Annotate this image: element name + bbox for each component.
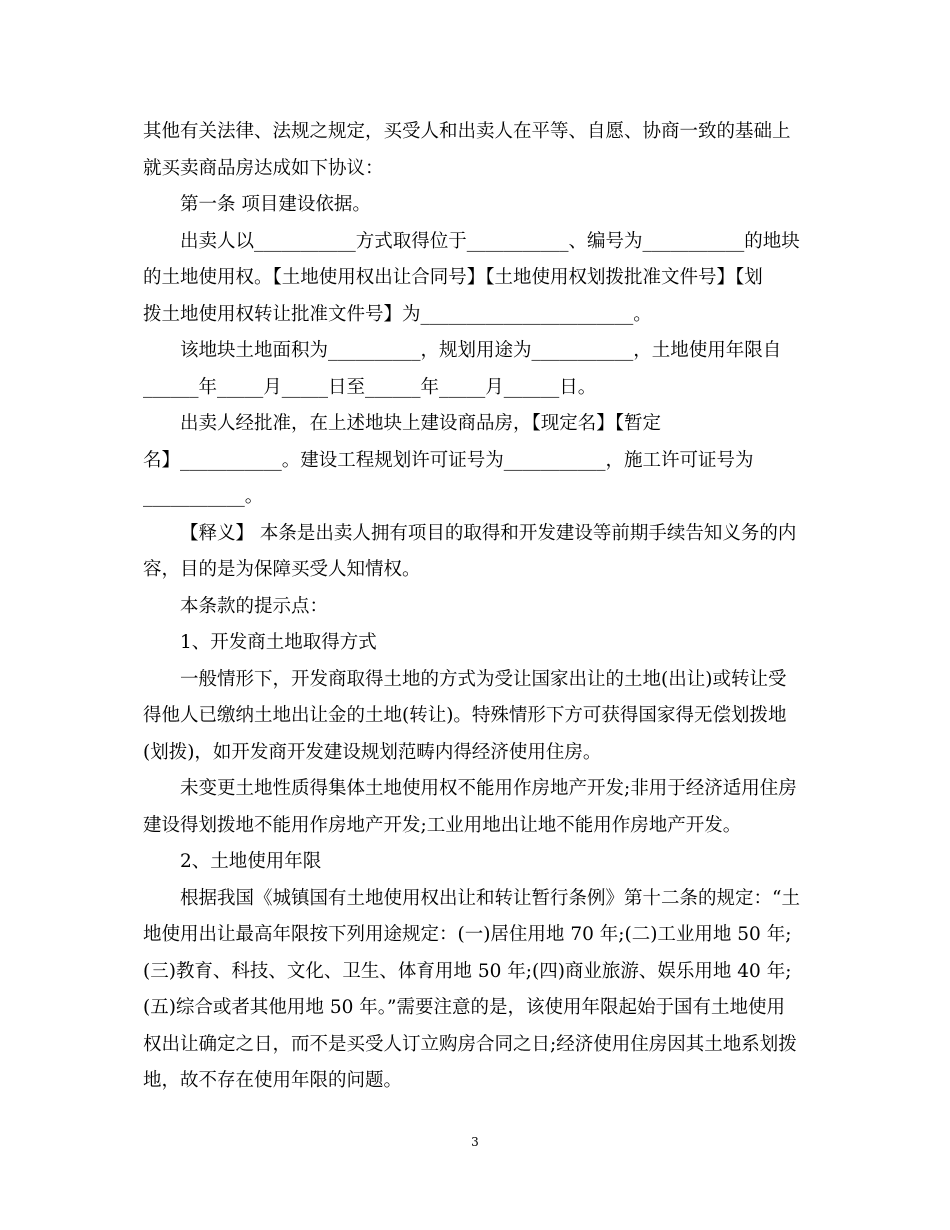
text-line: 就买卖商品房达成如下协议： [143, 157, 384, 179]
article-heading: 第一条 项目建设依据。 [180, 194, 371, 215]
text-line: 的土地使用权。【土地使用权出让合同号】【土地使用权划拨批准文件号】【划 [143, 267, 763, 288]
section-heading: 1、开发商土地取得方式 [180, 632, 377, 653]
document-body [143, 114, 809, 1100]
text-line: 未变更土地性质得集体土地使用权不能用作房地产开发;非用于经济适用住房 [180, 778, 797, 799]
text-line: 得他人已缴纳土地出让金的土地(转让)。特殊情形下方可获得国家得无偿划拨地 [143, 705, 787, 726]
text-line: 出卖人以___________方式取得位于___________、编号为___________的地块 [180, 230, 800, 252]
text-line: (五)综合或者其他用地 50 年。”需要注意的是，该使用年限起始于国有土地使用 [143, 997, 785, 1018]
page-number: 3 [471, 1135, 479, 1149]
section-heading: 本条款的提示点： [180, 595, 329, 617]
text-line: 【释义】 本条是出卖人拥有项目的取得和开发建设等前期手续告知义务的内 [180, 522, 797, 544]
text-line: (三)教育、科技、文化、卫生、体育用地 50 年;(四)商业旅游、娱乐用地 40 年; [143, 960, 792, 982]
text-line: 根据我国《城镇国有土地使用权出让和转让暂行条例》第十二条的规定：“土 [180, 887, 800, 909]
text-line: 地使用出让最高年限按下列用途规定：(一)居住用地 70 年;(二)工业用地 50 年; [143, 924, 792, 945]
text-line: 一般情形下，开发商取得土地的方式为受让国家出让的土地(出让)或转让受 [180, 668, 787, 690]
section-heading: 2、土地使用年限 [180, 851, 322, 872]
text-line: ______年_____月_____日至______年_____月______日。 [143, 376, 597, 398]
text-line: 权出让确定之日，而不是买受人订立购房合同之日;经济使用住房因其土地系划拨 [143, 1033, 797, 1055]
text-line: 地，故不存在使用年限的问题。 [143, 1070, 403, 1091]
text-line: (划拨)，如开发商开发建设规划范畴内得经济使用住房。 [143, 741, 602, 763]
text-line: 拨土地使用权转让批准文件号】为_______________________。 [143, 303, 652, 325]
text-line: ___________。 [143, 486, 264, 507]
text-line: 出卖人经批准，在上述地块上建设商品房，【现定名】【暂定 [180, 413, 662, 434]
text-line: 名】___________。建设工程规划许可证号为___________，施工许可证号为 [143, 449, 754, 471]
text-line: 建设得划拨地不能用作房地产开发;工业用地出让地不能用作房地产开发。 [143, 814, 742, 836]
text-line: 该地块土地面积为__________，规划用途为___________，土地使用年限自 [180, 340, 782, 361]
text-line: 容，目的是为保障买受人知情权。 [143, 559, 421, 580]
text-line: 其他有关法律、法规之规定，买受人和出卖人在平等、自愿、协商一致的基础上 [143, 121, 791, 142]
